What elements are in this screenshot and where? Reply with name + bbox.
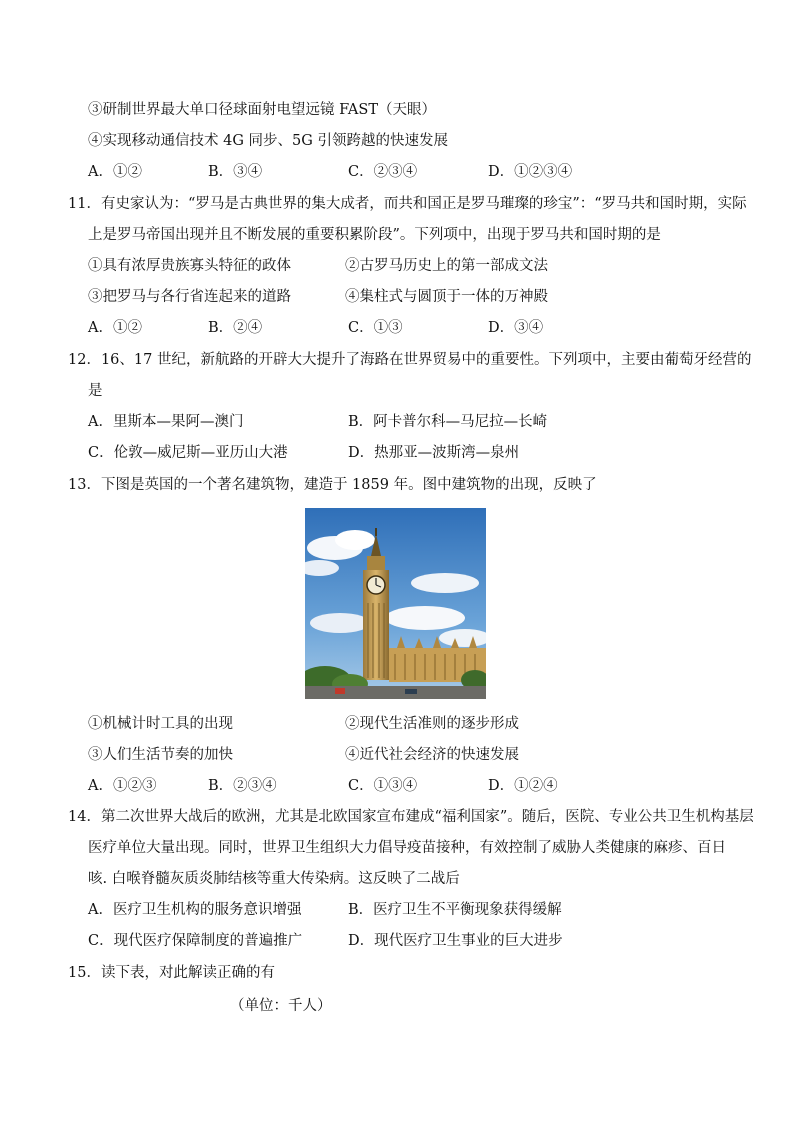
q10-option-d[interactable]: D．①②③④ — [488, 164, 573, 180]
q10-option-a[interactable]: A．①② — [88, 164, 142, 180]
q13-item-2: ②现代生活准则的逐步形成 — [345, 716, 519, 732]
q13-item-4: ④近代社会经济的快速发展 — [345, 747, 519, 763]
q14-option-a[interactable]: A．医疗卫生机构的服务意识增强 — [88, 902, 302, 918]
q13-item-3: ③人们生活节奏的加快 — [88, 747, 233, 763]
q10-item-3: ③研制世界最大单口径球面射电望远镜 FAST（天眼） — [88, 102, 436, 118]
q11-option-c[interactable]: C．①③ — [348, 320, 403, 336]
q11-item-4: ④集柱式与圆顶于一体的万神殿 — [345, 289, 548, 305]
q11-option-d[interactable]: D．③④ — [488, 320, 544, 336]
q13-item-1: ①机械计时工具的出现 — [88, 716, 233, 732]
q13-option-c[interactable]: C．①③④ — [348, 778, 418, 794]
q13-option-b[interactable]: B．②③④ — [208, 778, 277, 794]
q11-item-2: ②古罗马历史上的第一部成文法 — [345, 258, 548, 274]
q14-stem-line-3: 咳. 白喉脊髓灰质炎肺结核等重大传染病。这反映了二战后 — [88, 871, 460, 887]
q12-option-a[interactable]: A．里斯本—果阿—澳门 — [88, 414, 244, 430]
q12-option-b[interactable]: B．阿卡普尔科—马尼拉—长崎 — [348, 414, 548, 430]
q11-stem-line-1: 11．有史家认为：“罗马是古典世界的集大成者，而共和国正是罗马璀璨的珍宝”：“罗马共和国时期，实际 — [68, 196, 747, 212]
q14-stem-line-2: 医疗单位大量出现。同时，世界卫生组织大力倡导疫苗接种，有效控制了威胁人类健康的麻疹、百日 — [88, 840, 726, 856]
q14-option-c[interactable]: C．现代医疗保障制度的普遍推广 — [88, 933, 303, 949]
q11-option-b[interactable]: B．②④ — [208, 320, 263, 336]
q11-stem-line-2: 上是罗马帝国出现并且不断发展的重要积累阶段”。下列项中，出现于罗马共和国时期的是 — [88, 227, 661, 243]
q14-stem-line-1: 14．第二次世界大战后的欧洲，尤其是北欧国家宣布建成“福利国家”。随后，医院、专业公共卫生机构基层 — [68, 809, 754, 825]
big-ben-photo — [305, 508, 486, 699]
q12-stem-line-1: 12．16、17 世纪，新航路的开辟大大提升了海路在世界贸易中的重要性。下列项中，主要由葡萄牙经营的 — [68, 352, 752, 368]
q12-stem-line-2: 是 — [88, 383, 103, 399]
q14-option-b[interactable]: B．医疗卫生不平衡现象获得缓解 — [348, 902, 562, 918]
q10-option-c[interactable]: C．②③④ — [348, 164, 418, 180]
q14-option-d[interactable]: D．现代医疗卫生事业的巨大进步 — [348, 933, 563, 949]
q12-option-c[interactable]: C．伦敦—威尼斯—亚历山大港 — [88, 445, 288, 461]
q11-item-3: ③把罗马与各行省连起来的道路 — [88, 289, 291, 305]
q13-option-a[interactable]: A．①②③ — [88, 778, 157, 794]
q10-option-b[interactable]: B．③④ — [208, 164, 263, 180]
q13-stem: 13．下图是英国的一个著名建筑物，建造于 1859 年。图中建筑物的出现，反映了 — [68, 477, 597, 493]
q12-option-d[interactable]: D．热那亚—波斯湾—泉州 — [348, 445, 520, 461]
q15-table-unit: （单位：千人） — [230, 998, 332, 1014]
q11-item-1: ①具有浓厚贵族寡头特征的政体 — [88, 258, 291, 274]
q13-option-d[interactable]: D．①②④ — [488, 778, 558, 794]
q15-stem: 15．读下表，对此解读正确的有 — [68, 965, 275, 981]
q10-item-4: ④实现移动通信技术 4G 同步、5G 引领跨越的快速发展 — [88, 133, 448, 149]
q11-option-a[interactable]: A．①② — [88, 320, 142, 336]
